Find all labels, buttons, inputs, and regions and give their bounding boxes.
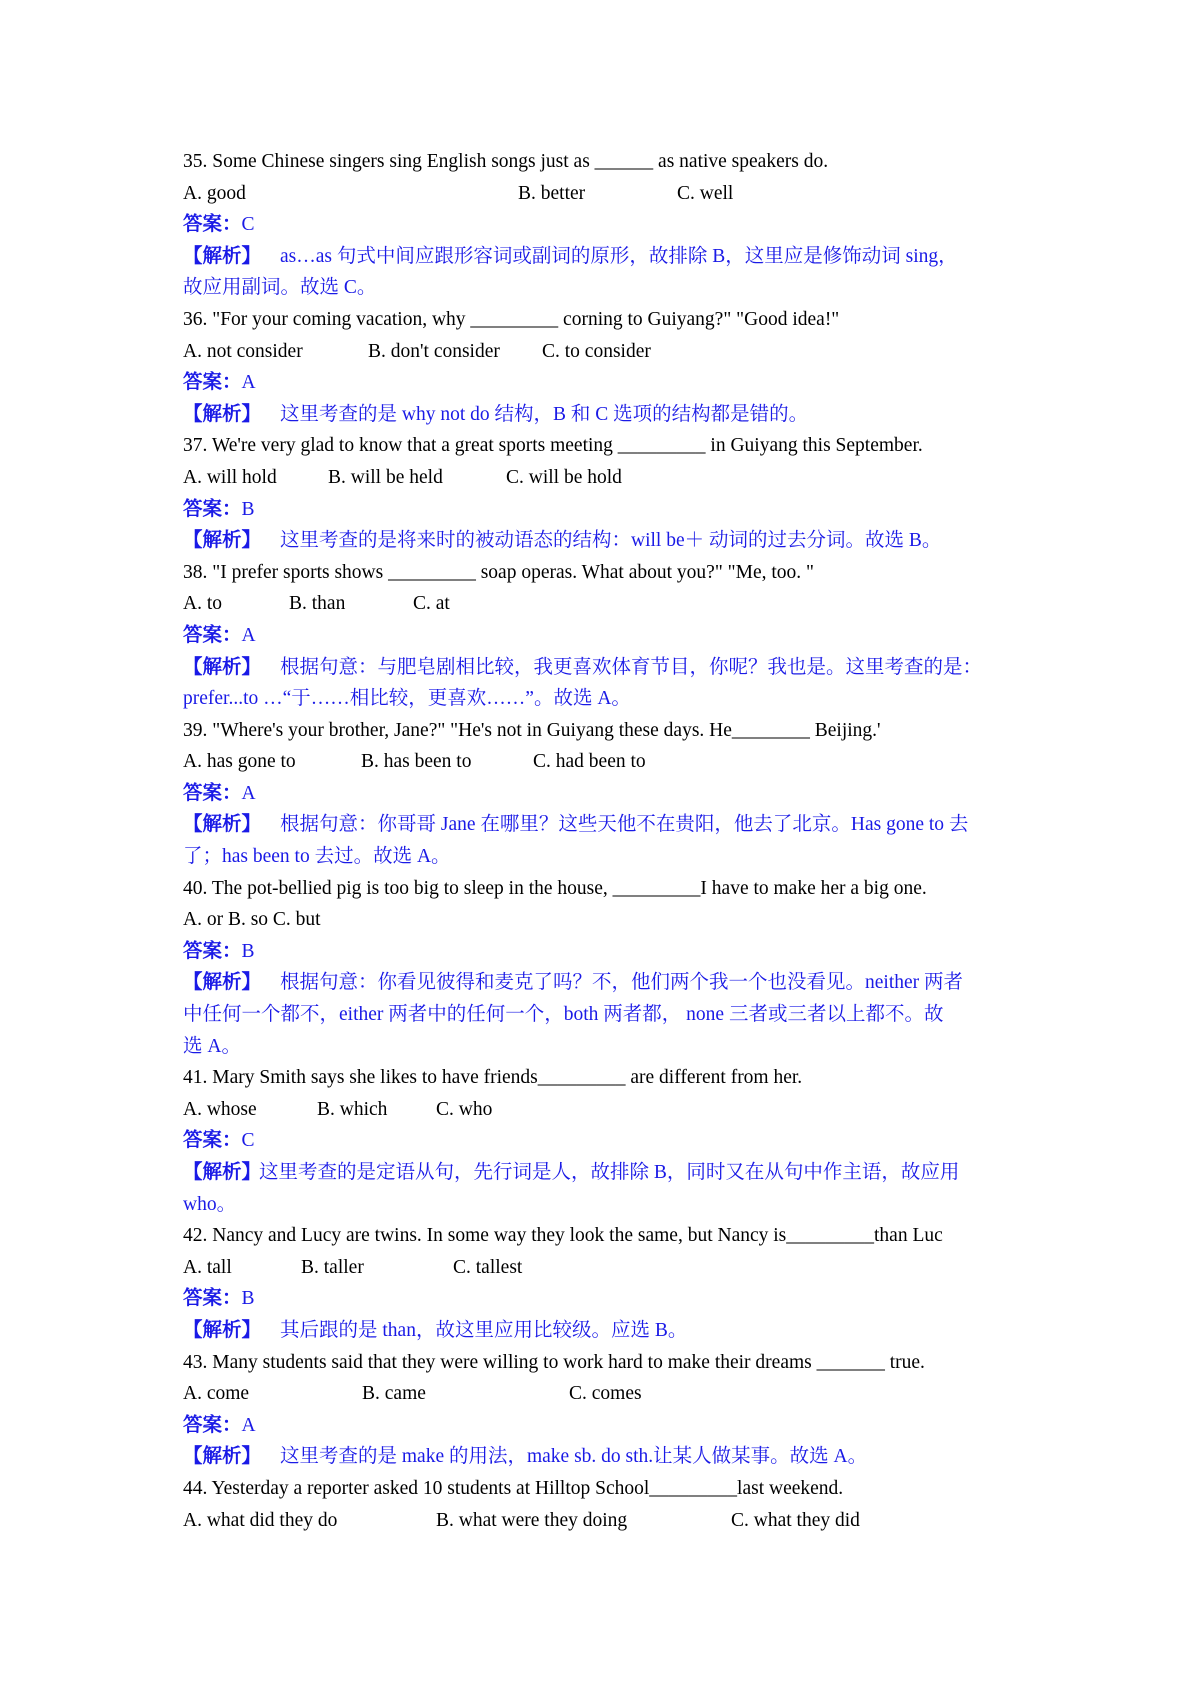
option-c: C. comes [569, 1383, 642, 1405]
exercise-list [183, 146, 1033, 1536]
option-b: B. than [289, 593, 346, 615]
option-a: A. whose [183, 1098, 257, 1120]
explanation-tag: 【解析】 [183, 245, 262, 267]
answer-line [183, 778, 1033, 810]
option-a: A. will hold [183, 466, 277, 488]
options-row [183, 588, 1033, 620]
answer-line [183, 367, 1033, 399]
answer-line [183, 1410, 1033, 1442]
explanation-tag: 【解析】 [183, 1319, 262, 1341]
answer-value: C [241, 1130, 255, 1152]
explanation-tag: 【解析】 [183, 530, 262, 552]
question-text: 44. Yesterday a reporter asked 10 students at Hilltop School_________last weekend. [183, 1477, 844, 1499]
explanation-line [183, 1031, 1033, 1063]
option-c: C. tallest [453, 1256, 523, 1278]
answer-label: 答案： [183, 372, 242, 394]
answer-value: A [241, 1414, 256, 1436]
option-c: C. to consider [542, 340, 651, 362]
explanation-text: 这里考查的是定语从句，先行词是人，故排除 B，同时又在从句中作主语，故应用 [259, 1162, 960, 1183]
explanation-line [183, 241, 1033, 273]
options-row [183, 1505, 1033, 1537]
option-c: C. at [413, 593, 450, 615]
question-text: 41. Mary Smith says she likes to have friends_________ are different from her. [183, 1067, 803, 1089]
explanation-tag: 【解析】 [183, 1446, 262, 1468]
explanation-text: 选 A。 [183, 1035, 241, 1057]
explanation-tag: 【解析】 [183, 403, 262, 425]
option-a: A. not consider [183, 340, 303, 362]
answer-line [183, 1125, 1033, 1157]
option-a: A. come [183, 1383, 250, 1405]
explanation-line [183, 525, 1033, 557]
explanation-text: 故应用副词。故选 C。 [183, 277, 377, 299]
explanation-tag: 【解析】 [183, 1162, 262, 1183]
answer-label: 答案： [183, 498, 242, 520]
explanation-line [183, 272, 1033, 304]
options-row [183, 904, 1033, 936]
explanation-line [183, 1189, 1033, 1221]
question-text: 35. Some Chinese singers sing English songs just as ______ as native speakers do. [183, 151, 829, 172]
answer-label: 答案： [183, 214, 242, 236]
explanation-text: 这里考查的是 make 的用法，make sb. do sth.让某人做某事。故选 A。 [280, 1446, 868, 1468]
options-row [183, 1378, 1033, 1410]
option-c: C. had been to [533, 751, 646, 773]
option-c: C. will be hold [506, 466, 622, 488]
explanation-text: 这里考查的是将来时的被动语态的结构：will be＋ 动词的过去分词。故选 B。 [280, 530, 942, 552]
option-b: B. has been to [361, 751, 472, 773]
explanation-text: prefer...to …“于……相比较，更喜欢……”。故选 A。 [183, 688, 631, 710]
option-b: B. don't consider [368, 340, 500, 362]
explanation-text: 其后跟的是 than，故这里应用比较级。应选 B。 [280, 1319, 688, 1341]
options-row [183, 1252, 1033, 1284]
question-text: 42. Nancy and Lucy are twins. In some way they look the same, but Nancy is_________than Luc [183, 1225, 943, 1247]
explanation-text: 了；has been to 去过。故选 A。 [183, 846, 451, 868]
question-text: 38. "I prefer sports shows _________ soap operas. What about you?" "Me, too. " [183, 561, 814, 583]
answer-value: A [241, 372, 256, 394]
option-b: B. came [362, 1383, 426, 1405]
explanation-text: 根据句意：你看见彼得和麦克了吗？不，他们两个我一个也没看见。neither 两者 [280, 972, 964, 994]
option-c: C. well [677, 182, 734, 204]
answer-label: 答案： [183, 940, 242, 962]
explanation-line [183, 1157, 1033, 1189]
explanation-line [183, 999, 1033, 1031]
question-text: 40. The pot-bellied pig is too big to sleep in the house, _________I have to make her a big one. [183, 877, 927, 899]
explanation-text: 这里考查的是 why not do 结构，B 和 C 选项的结构都是错的。 [280, 403, 809, 425]
question-text: 37. We're very glad to know that a great sports meeting _________ in Guiyang this September. [183, 435, 923, 457]
options-row [183, 1094, 1033, 1126]
explanation-line [183, 809, 1033, 841]
answer-label: 答案： [183, 1414, 242, 1436]
answer-label: 答案： [183, 624, 242, 646]
option-c: C. who [436, 1098, 493, 1120]
options-row [183, 462, 1033, 494]
explanation-text: as…as 句式中间应跟形容词或副词的原形，故排除 B，这里应是修饰动词 sing， [280, 245, 958, 267]
option-a: A. to [183, 593, 222, 615]
explanation-text: 根据句意：你哥哥 Jane 在哪里？这些天他不在贵阳，他去了北京。Has gone to 去 [280, 814, 969, 836]
option-c: C. what they did [731, 1509, 860, 1531]
answer-line [183, 494, 1033, 526]
explanation-text: who。 [183, 1193, 237, 1215]
option-b: B. taller [301, 1256, 364, 1278]
explanation-line [183, 841, 1033, 873]
answer-line [183, 936, 1033, 968]
option-b: B. what were they doing [436, 1509, 628, 1531]
options-row [183, 336, 1033, 368]
explanation-line [183, 1315, 1033, 1347]
question-text: 39. "Where's your brother, Jane?" "He's not in Guiyang these days. He________ Beijing.' [183, 719, 881, 741]
answer-value: B [241, 1288, 255, 1310]
answer-line [183, 1283, 1033, 1315]
option-a: A. or B. so C. but [183, 909, 321, 931]
answer-value: B [241, 498, 255, 520]
option-b: B. which [317, 1098, 388, 1120]
explanation-text: 中任何一个都不，either 两者中的任何一个，both 两者都， none 三者或三者以上都不。故 [183, 1004, 944, 1026]
explanation-line [183, 683, 1033, 715]
option-a: A. good [183, 182, 246, 204]
options-row [183, 178, 1033, 210]
explanation-line [183, 399, 1033, 431]
explanation-tag: 【解析】 [183, 656, 262, 678]
option-b: B. will be held [328, 466, 443, 488]
option-a: A. what did they do [183, 1509, 338, 1531]
explanation-line [183, 652, 1033, 684]
answer-label: 答案： [183, 1288, 242, 1310]
answer-value: B [241, 940, 255, 962]
option-a: A. has gone to [183, 751, 296, 773]
answer-line [183, 620, 1033, 652]
answer-label: 答案： [183, 782, 242, 804]
question-text: 43. Many students said that they were willing to work hard to make their dreams _______ true. [183, 1351, 925, 1373]
option-a: A. tall [183, 1256, 232, 1278]
explanation-line [183, 1441, 1033, 1473]
answer-value: C [241, 214, 255, 236]
answer-label: 答案： [183, 1130, 242, 1152]
explanation-line [183, 967, 1033, 999]
explanation-tag: 【解析】 [183, 972, 262, 994]
answer-line [183, 209, 1033, 241]
answer-value: A [241, 782, 256, 804]
options-row [183, 746, 1033, 778]
answer-value: A [241, 624, 256, 646]
option-b: B. better [518, 182, 586, 204]
explanation-tag: 【解析】 [183, 814, 262, 836]
question-text: 36. "For your coming vacation, why _________ corning to Guiyang?" "Good idea!" [183, 308, 840, 330]
explanation-text: 根据句意：与肥皂剧相比较，我更喜欢体育节目，你呢？我也是。这里考查的是： [280, 656, 983, 678]
